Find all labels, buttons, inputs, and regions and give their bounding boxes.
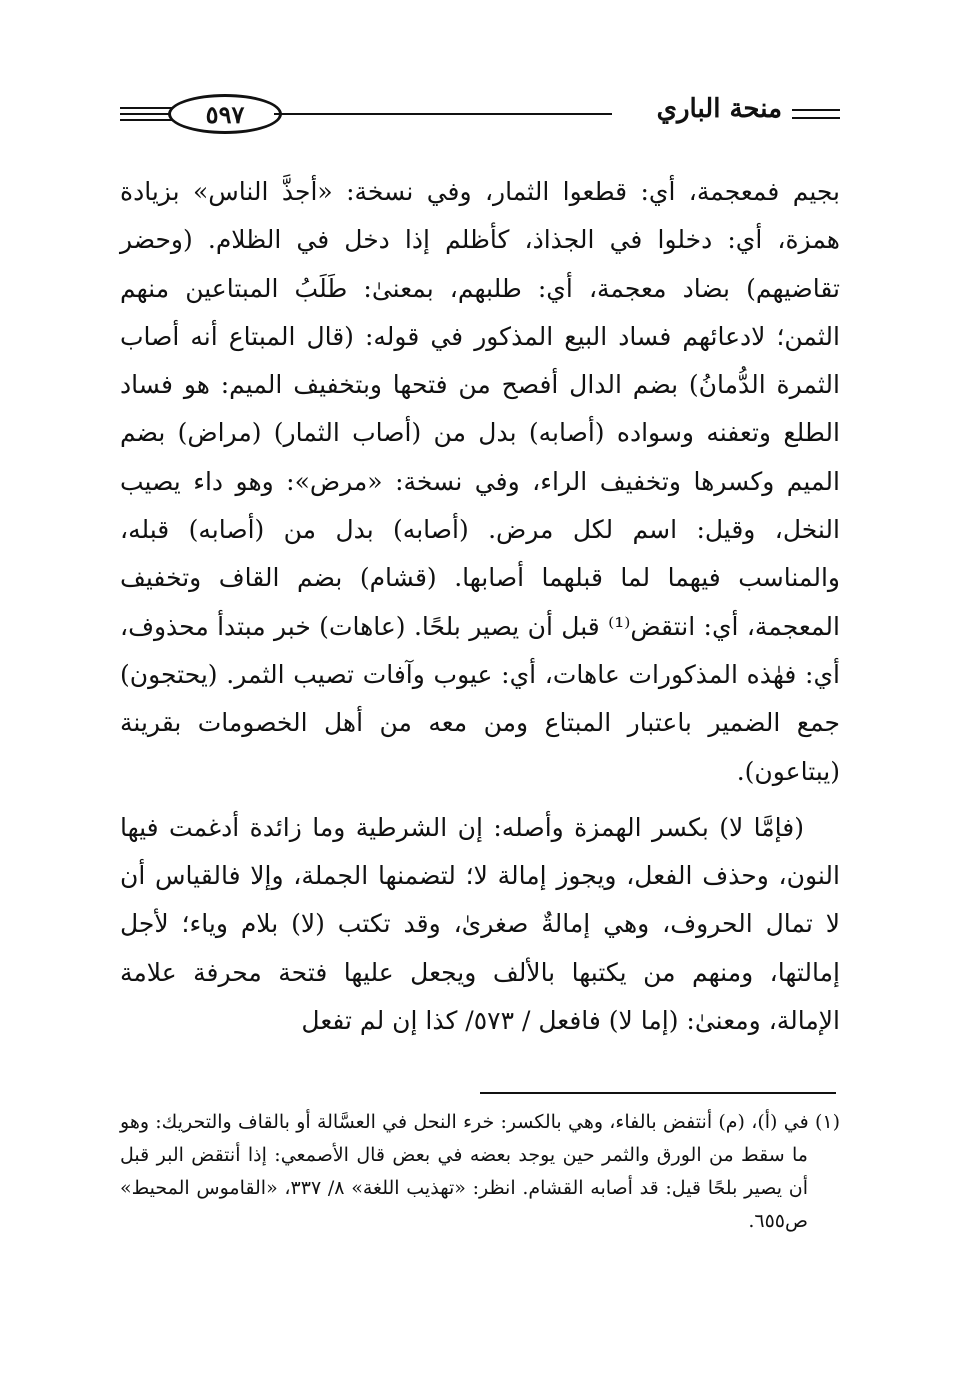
header-rule-right-bottom — [792, 117, 840, 119]
footnotes — [120, 1106, 840, 1238]
header-rule-left-bottom — [120, 119, 172, 121]
header-rule-right-top — [792, 109, 840, 111]
footnote-1: (١) في (أ)، (م) أنتفض بالفاء، وهي بالكسر: خرء النحل في العسَّالة أو بالقاف والتحريك: وهو ما سقط من الورق والثمر حين يوجد بعضه في بعض قال الأصمعي: إذا أنتقض البر قبل أن يصير بلحًا قيل: قد أصابه القشام. انظر: «تهذيب اللغة» ٨/ ٣٣٧، «القاموس المحيط» ص٦٥٥. — [120, 1111, 840, 1232]
main-text — [120, 168, 840, 1045]
header-rule-left-mid — [120, 113, 172, 115]
header-rule-left-top — [120, 107, 172, 109]
footnote-separator — [480, 1092, 836, 1094]
body-paragraph-1: بجيم فمعجمة، أي: قطعوا الثمار، وفي نسخة: «أجذَّ الناس» بزيادة همزة، أي: دخلوا في الجذاذ، كأظلم إذا دخل في الظلام. (وحضر تقاضيهم) بضاد معجمة، أي: طلبهم، بمعنىٰ: طَلَبُ المبتاعين منهم الثمن؛ لادعائهم فساد البيع المذكور في قوله: (قال المبتاع أنه أصاب الثمرة الدُّمانُ) بضم الدال أفصح من فتحها وبتخفيف الميم: هو فساد الطلع وتعفنه وسواده (أصابه) بدل من (أصاب الثمار) (مراض) بضم الميم وكسرها وتخفيف الراء، وفي نسخة: «مرض»: وهو داء يصيب النخل، وقيل: اسم لكل مرض. (أصابه) بدل من (أصابه) قبله، والمناسب فيهما لما قبلهما أصابها. (قشام) بضم القاف وتخفيف المعجمة، أي: انتقض⁽¹⁾ قبل أن يصير بلحًا. (عاهات) خبر مبتدأ محذوف، أي: فهٰذه المذكورات عاهات، أي: عيوب وآفات تصيب الثمر. (يحتجون) جمع الضمير باعتبار المبتاع ومن معه من أهل الخصومات بقرينة (يبتاعون). — [120, 177, 840, 786]
page-number: ٥٩٧ — [205, 99, 245, 129]
book-title: منحة الباري — [656, 94, 782, 124]
header-rule-center — [274, 113, 612, 115]
body-paragraph-2: (فإمَّا لا) بكسر الهمزة وأصله: إن الشرطية وما زائدة أدغمت فيها النون، وحذف الفعل، ويجوز إمالة لا؛ لتضمنها الجملة، وإلا فالقياس أن لا تمال الحروف، وهي إمالةٌ صغرىٰ، وقد تكتب (لا) بلام وياء؛ لأجل إمالتها، ومنهم من يكتبها بالألف ويجعل عليها فتحة محرفة علامة الإمالة، ومعنىٰ: (إما لا) فافعل / ٥٧٣/ كذا إن لم تفعل — [120, 812, 840, 1036]
page-number-badge — [168, 94, 282, 134]
running-header — [120, 88, 840, 138]
